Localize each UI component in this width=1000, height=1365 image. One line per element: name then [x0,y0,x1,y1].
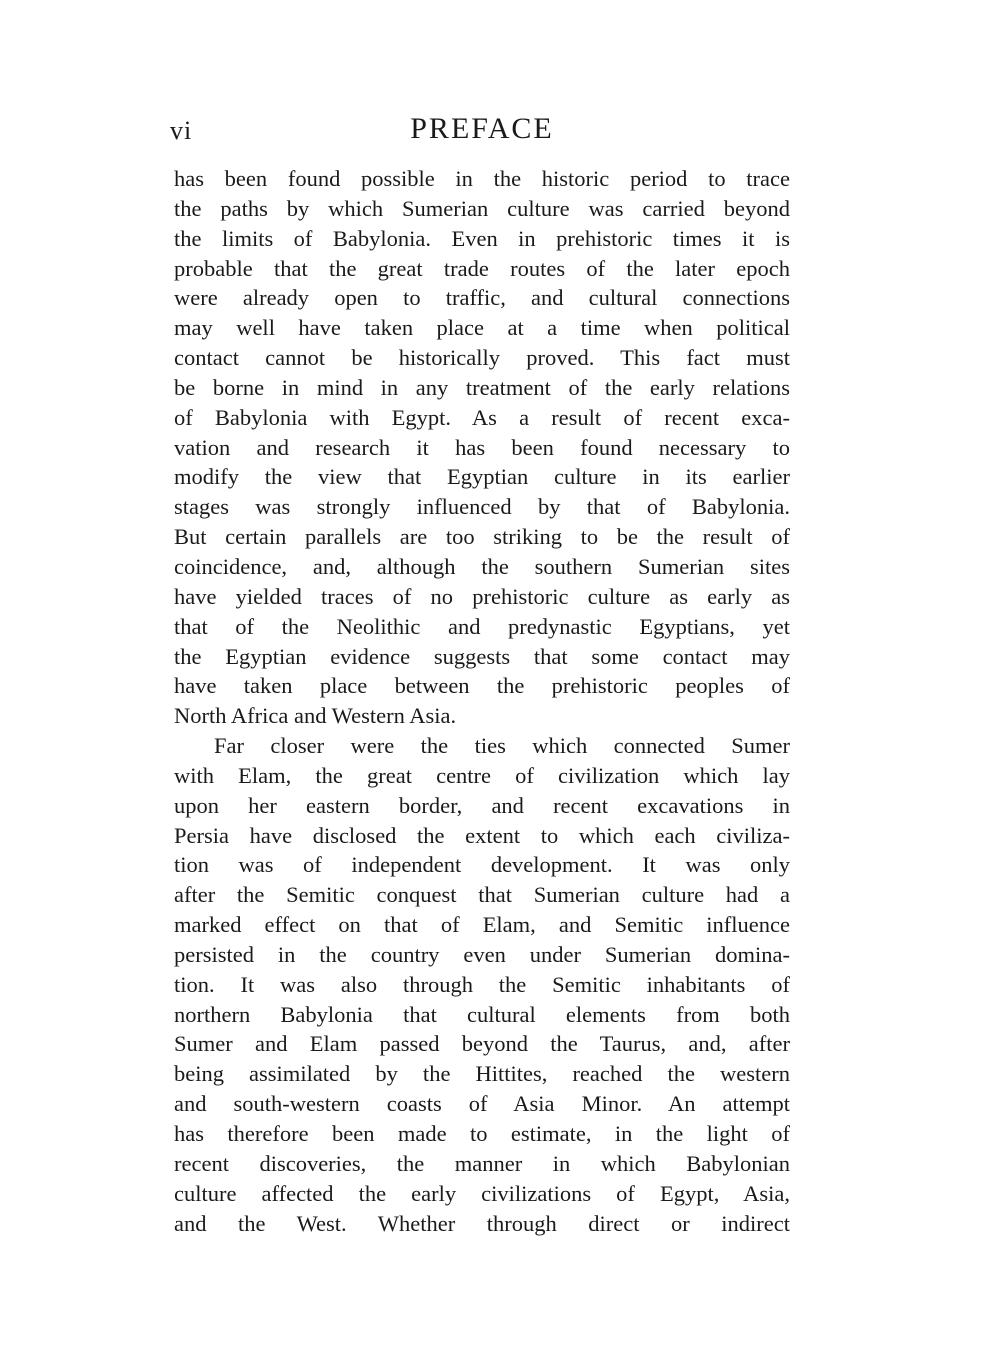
text-line: recent discoveries, the manner in which Babylonian [174,1150,790,1176]
text-line: Persia have disclosed the extent to which each civiliza- [174,822,790,848]
text-line: tion. It was also through the Semitic inhabitants of [174,971,790,997]
text-line: be borne in mind in any treatment of the early relations [174,374,790,400]
text-line: contact cannot be historically proved. This fact must [174,345,790,371]
page-number: vi [170,116,193,145]
text-line: vation and research it has been found necessary to [174,434,790,460]
text-line: and the West. Whether through direct or indirect [174,1210,790,1236]
text-line: with Elam, the great centre of civilization which lay [174,762,790,788]
text-line: culture affected the early civilizations of Egypt, Asia, [174,1180,790,1206]
text-line: marked effect on that of Elam, and Semitic influence [174,912,790,938]
text-line: the Egyptian evidence suggests that some contact may [174,643,790,669]
paragraph-1 [174,164,790,731]
text-line: being assimilated by the Hittites, reached the western [174,1061,790,1087]
text-line: of Babylonia with Egypt. As a result of recent exca- [174,404,790,430]
text-line: upon her eastern border, and recent excavations in [174,792,790,818]
running-title: PREFACE [410,112,554,145]
text-line: were already open to traffic, and cultural connections [174,285,790,311]
text-line: after the Semitic conquest that Sumerian culture had a [174,882,790,908]
page-header [170,112,790,152]
text-line: probable that the great trade routes of the later epoch [174,255,790,281]
text-line: the limits of Babylonia. Even in prehistoric times it is [174,225,790,251]
text-line: stages was strongly influenced by that of Babylonia. [174,494,790,520]
text-line: coincidence, and, although the southern Sumerian sites [174,553,790,579]
text-line: and south-western coasts of Asia Minor. An attempt [174,1091,790,1117]
text-line: Sumer and Elam passed beyond the Taurus, and, after [174,1031,790,1057]
text-line: persisted in the country even under Sumerian domina- [174,941,790,967]
text-line: northern Babylonia that cultural elements from both [174,1001,790,1027]
text-line: have yielded traces of no prehistoric culture as early as [174,583,790,609]
text-line: But certain parallels are too striking to be the result of [174,524,790,550]
text-line: modify the view that Egyptian culture in its earlier [174,464,790,490]
text-line: Far closer were the ties which connected Sumer [214,733,790,759]
text-line: tion was of independent development. It was only [174,852,790,878]
text-line: has therefore been made to estimate, in the light of [174,1121,790,1146]
text-line: North Africa and Western Asia. [174,703,457,729]
text-line: that of the Neolithic and predynastic Egyptians, yet [174,613,790,639]
text-line: has been found possible in the historic period to trace [174,166,790,191]
paragraph-2 [174,731,790,1238]
body-text [174,164,790,1238]
text-line: may well have taken place at a time when political [174,315,790,341]
text-line: have taken place between the prehistoric peoples of [174,673,790,699]
text-line: the paths by which Sumerian culture was carried beyond [174,195,790,221]
